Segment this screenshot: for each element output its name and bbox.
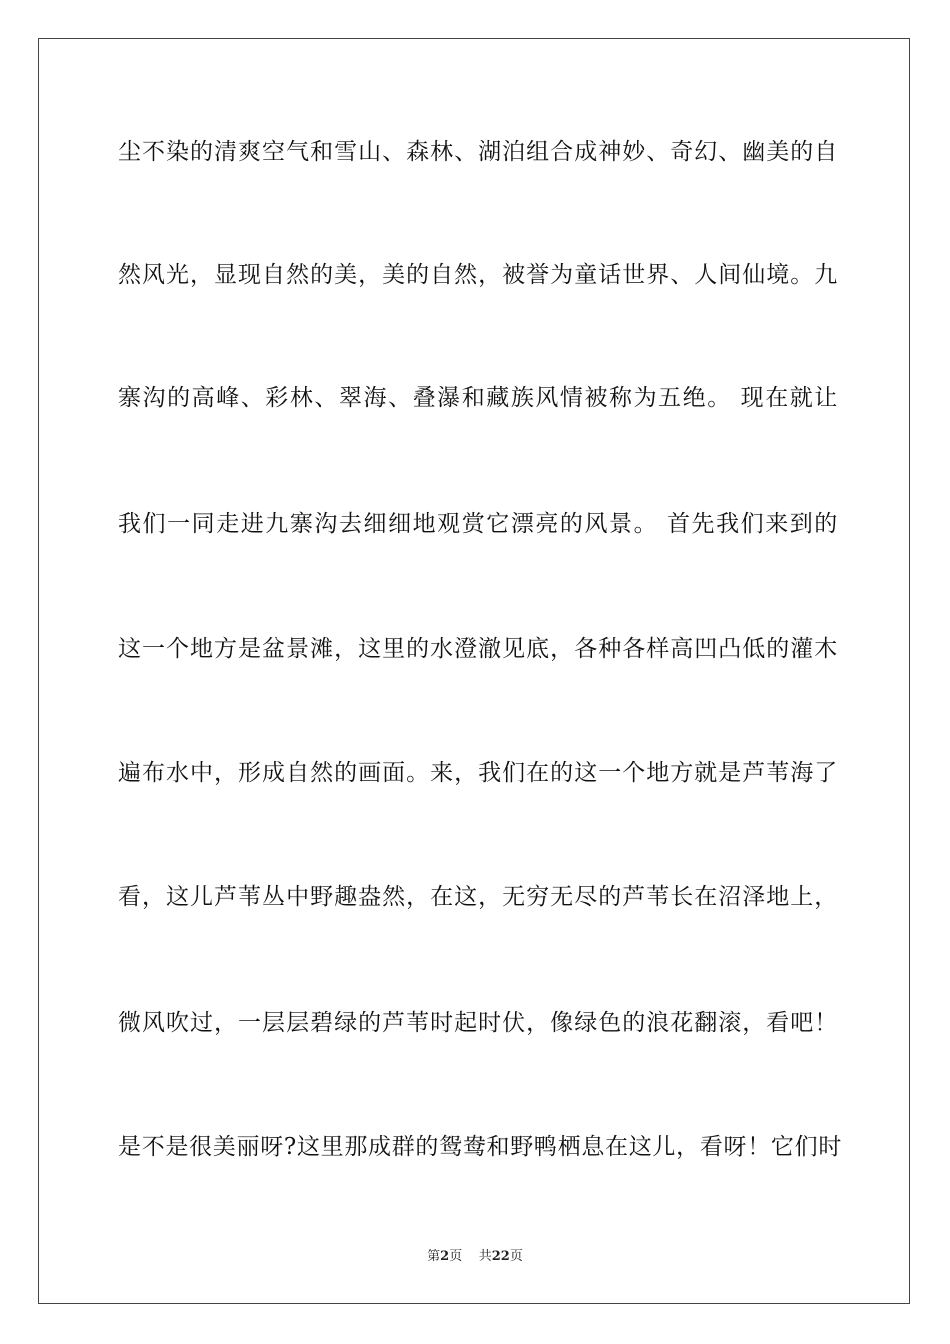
total-pages: 22 <box>491 1249 510 1264</box>
body-text-line-2: 然风光，显现自然的美，美的自然，被誉为童话世界、人间仙境。九 <box>118 262 838 288</box>
page-number: 2 <box>440 1249 450 1264</box>
page-frame <box>38 38 910 1304</box>
body-text-line-4: 我们一同走进九寨沟去细细地观赏它漂亮的风景。 首先我们来到的 <box>118 511 838 537</box>
page-label-prefix: 第 <box>427 1249 441 1264</box>
body-text-line-1: 尘不染的清爽空气和雪山、森林、湖泊组合成神妙、奇幻、幽美的自 <box>118 139 838 165</box>
total-label-prefix: 共 <box>478 1249 492 1264</box>
body-text-line-3: 寨沟的高峰、彩林、翠海、叠瀑和藏族风情被称为五绝。 现在就让 <box>118 385 838 411</box>
body-text-line-5: 这一个地方是盆景滩，这里的水澄澈见底，各种各样高凹凸低的灌木 <box>118 636 838 662</box>
total-label-suffix: 页 <box>509 1249 523 1264</box>
body-text-line-6: 遍布水中，形成自然的画面。来，我们在的这一个地方就是芦苇海了 <box>118 760 838 786</box>
body-text-line-8: 微风吹过，一层层碧绿的芦苇时起时伏，像绿色的浪花翻滚，看吧！ <box>118 1010 838 1036</box>
page-label-suffix: 页 <box>449 1249 463 1264</box>
body-text-line-9: 是不是很美丽呀?这里那成群的鸳鸯和野鸭栖息在这儿，看呀！它们时 <box>118 1134 843 1160</box>
body-text-line-7: 看，这儿芦苇丛中野趣盎然，在这，无穷无尽的芦苇长在沼泽地上， <box>118 884 838 910</box>
page-footer <box>0 1248 950 1266</box>
